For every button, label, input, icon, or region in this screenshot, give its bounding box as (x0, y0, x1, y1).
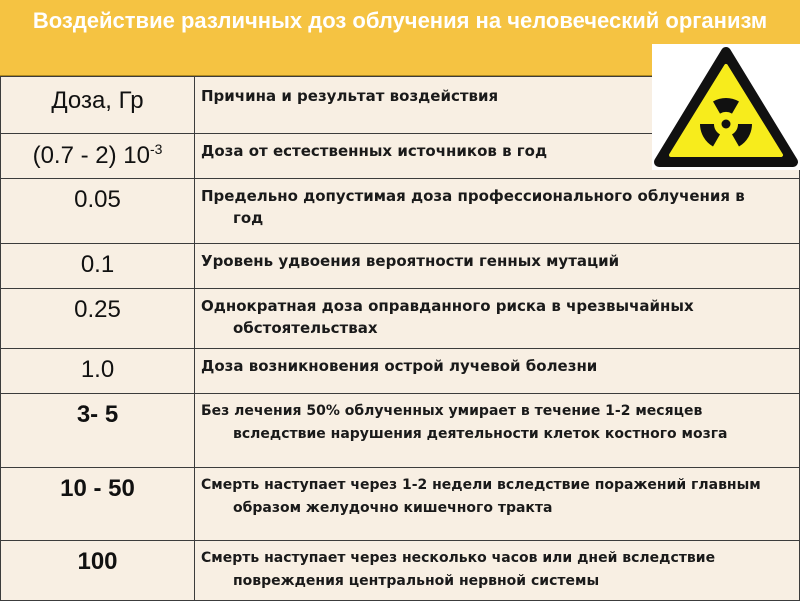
dose-cell: 0.25 (1, 289, 195, 349)
effect-text: Доза от естественных источников в год (201, 142, 548, 160)
effect-cell (195, 244, 800, 289)
dose-exponent: -3 (149, 141, 163, 157)
dose-cell: 3- 5 (1, 394, 195, 468)
table-row (1, 394, 800, 468)
effect-text: Однократная доза оправданного риска в чрезвычайных обстоятельствах (201, 297, 694, 337)
dose-cell: 1.0 (1, 349, 195, 394)
effect-cell (195, 468, 800, 541)
dose-cell: 10 - 50 (1, 468, 195, 541)
table-row (1, 179, 800, 244)
effect-text: Предельно допустимая доза профессионального облучения в год (201, 187, 745, 227)
header-dose: Доза, Гр (1, 77, 195, 134)
dose-cell: 0.05 (1, 179, 195, 244)
effect-cell (195, 179, 800, 244)
dose-value: (0.7 - 2) 10 (32, 142, 150, 169)
effect-text: Уровень удвоения вероятности генных мутаций (201, 252, 620, 270)
header-effect: Причина и результат воздействия (195, 77, 800, 134)
dose-cell: 0.1 (1, 244, 195, 289)
slide-title: Воздействие различных доз облучения на человеческий организм (0, 0, 800, 76)
effect-cell (195, 289, 800, 349)
effect-text: Смерть наступает через 1-2 недели вследствие поражений главным образом желудочно кишечного тракта (201, 477, 761, 516)
table-row (1, 289, 800, 349)
table-row (1, 244, 800, 289)
table-row (1, 468, 800, 541)
effect-text: Смерть наступает через несколько часов или дней вследствие повреждения центральной нервной системы (201, 550, 716, 589)
effect-cell (195, 394, 800, 468)
radiation-hazard-icon (652, 44, 800, 170)
dose-cell (1, 134, 195, 179)
effect-text: Доза возникновения острой лучевой болезни (201, 357, 598, 375)
dose-cell: 100 (1, 541, 195, 601)
effect-cell (195, 541, 800, 601)
table-row (1, 541, 800, 601)
effect-text: Без лечения 50% облученных умирает в течение 1-2 месяцев вследствие нарушения деятельности клеток костного мозга (201, 403, 728, 442)
table-row (1, 349, 800, 394)
effect-cell (195, 349, 800, 394)
